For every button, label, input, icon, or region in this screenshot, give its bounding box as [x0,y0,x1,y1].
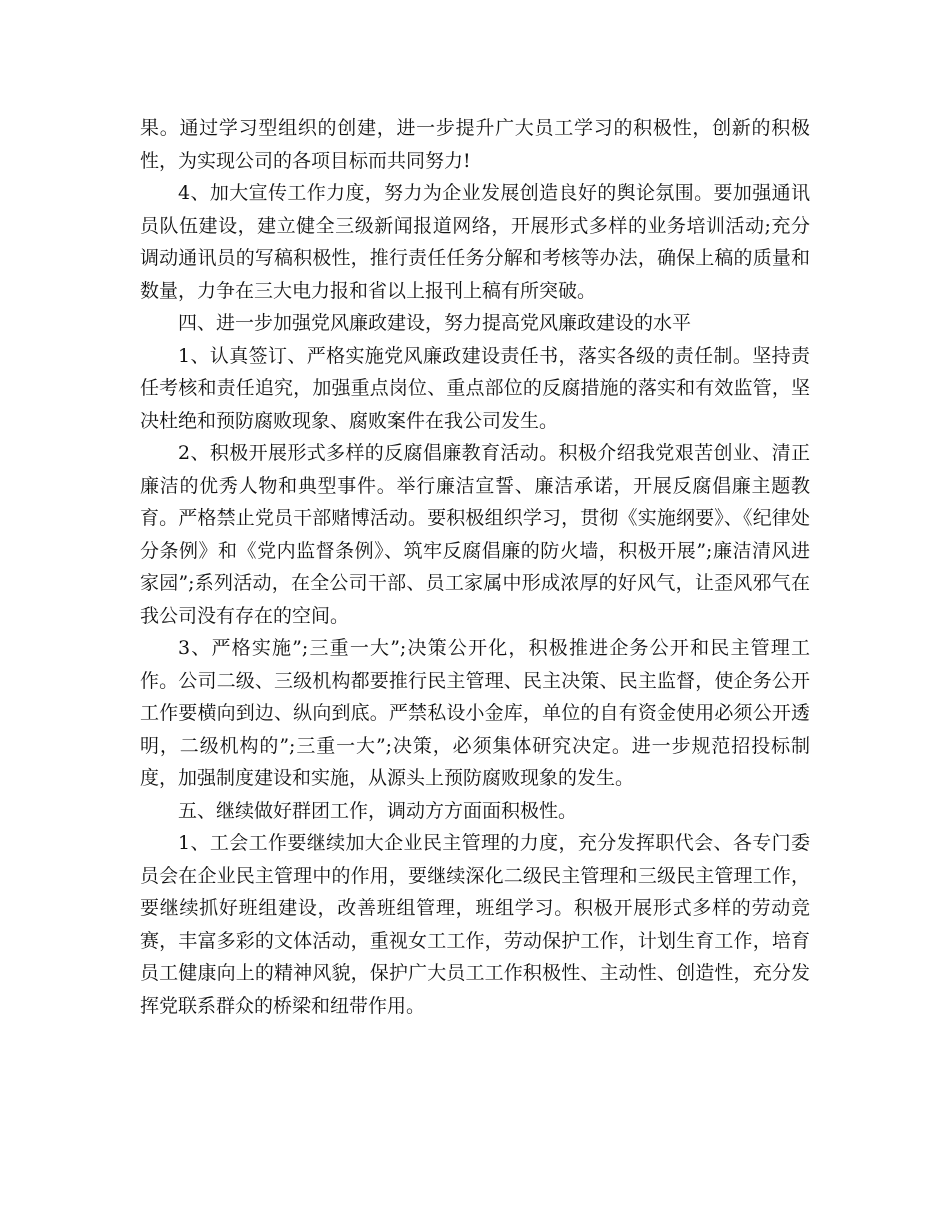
paragraph-continuation: 果。通过学习型组织的创建，进一步提升广大员工学习的积极性，创新的积极性，为实现公司的各项目标而共同努力! [140,117,810,172]
section-heading-4: 四、进一步加强党风廉政建设，努力提高党风廉政建设的水平 [178,312,692,334]
paragraph-anticorruption-education: 2、积极开展形式多样的反腐倡廉教育活动。积极介绍我党艰苦创业、清正廉洁的优秀人物和典型事件。举行廉洁宣誓、廉洁承诺，开展反腐倡廉主题教育。严格禁止党员干部赌博活动。要积极组织学习，贯彻《实施纲要》、《纪律处分条例》和《党内监督条例》、筑牢反腐倡廉的防火墙，积极开展”;廉洁清风进家园”;系列活动，在全公司干部、员工家属中形成浓厚的好风气，让歪风邪气在我公司没有存在的空间。 [140,442,810,627]
paragraph-union-work: 1、工会工作要继续加大企业民主管理的力度，充分发挥职代会、各专门委员会在企业民主管理中的作用，要继续深化二级民主管理和三级民主管理工作，要继续抓好班组建设，改善班组管理，班组学习。积极开展形式多样的劳动竞赛，丰富多彩的文体活动，重视女工工作，劳动保护工作，计划生育工作，培育员工健康向上的精神风貌，保护广大员工工作积极性、主动性、创造性，充分发挥党联系群众的桥梁和纽带作用。 [140,832,810,1017]
paragraph-decision-transparency: 3、严格实施”;三重一大”;决策公开化，积极推进企务公开和民主管理工作。公司二级、三级机构都要推行民主管理、民主决策、民主监督，使企务公开工作要横向到边、纵向到底。严禁私设小金库，单位的自有资金使用必须公开透明，二级机构的”;三重一大”;决策，必须集体研究决定。进一步规范招投标制度，加强制度建设和实施，从源头上预防腐败现象的发生。 [140,637,810,789]
document-body [140,112,810,1022]
section-heading-5: 五、继续做好群团工作，调动方方面面积极性。 [178,799,578,822]
paragraph-responsibility: 1、认真签订、严格实施党风廉政建设责任书，落实各级的责任制。坚持责任考核和责任追究，加强重点岗位、重点部位的反腐措施的落实和有效监管，坚决杜绝和预防腐败现象、腐败案件在我公司发生。 [140,344,810,432]
paragraph-publicity: 4、加大宣传工作力度，努力为企业发展创造良好的舆论氛围。要加强通讯员队伍建设，建立健全三级新闻报道网络，开展形式多样的业务培训活动;充分调动通讯员的写稿积极性，推行责任任务分解和考核等办法，确保上稿的质量和数量，力争在三大电力报和省以上报刊上稿有所突破。 [140,182,810,302]
